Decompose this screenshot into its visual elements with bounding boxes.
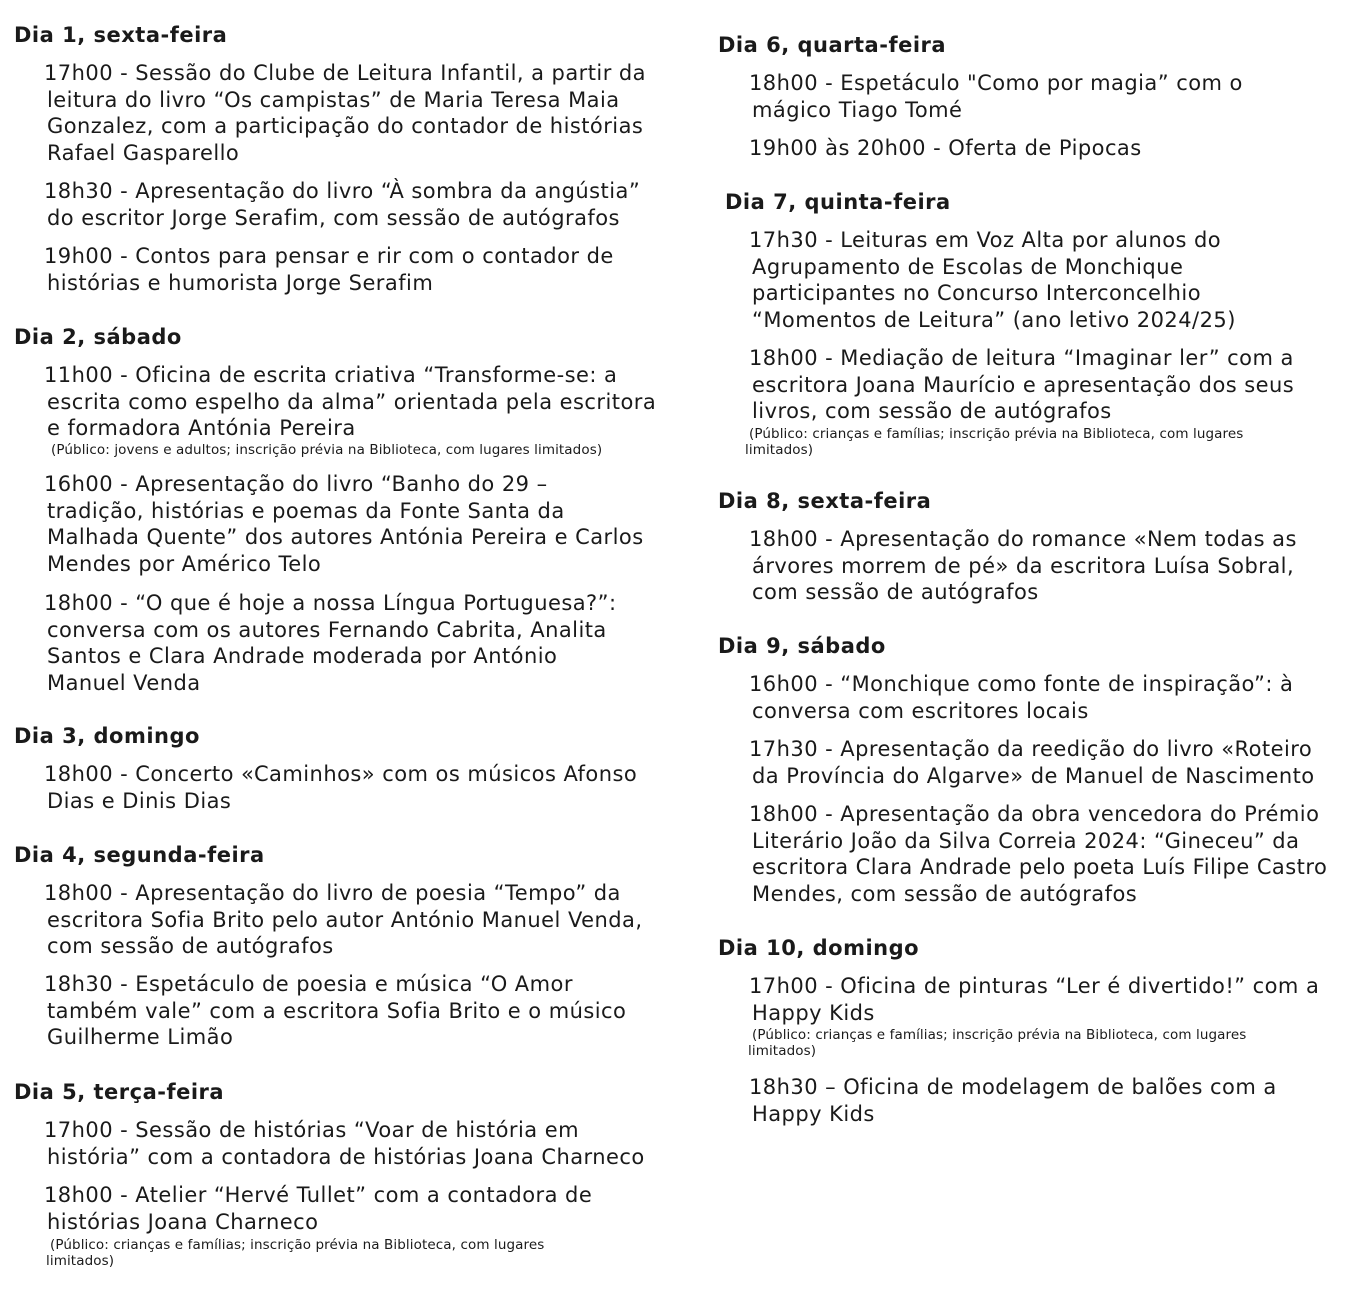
text-line: 17h00 - Sessão do Clube de Leitura Infantil, a partir da xyxy=(44,61,647,85)
event-item xyxy=(44,362,656,442)
text-line: participantes no Concurso Interconcelhio xyxy=(752,281,1201,306)
event-item xyxy=(749,227,1236,333)
event-item xyxy=(749,135,1142,162)
event-item xyxy=(44,178,640,231)
text-line: livros, com sessão de autógrafos xyxy=(752,399,1112,424)
text-line: do escritor Jorge Serafim, com sessão de autógrafos xyxy=(47,205,620,230)
event-item xyxy=(44,471,644,577)
text-line: 18h00 - Atelier “Hervé Tullet” com a contadora de xyxy=(44,1183,593,1207)
text-line: Mendes, com sessão de autógrafos xyxy=(752,881,1138,906)
text-line: Santos e Clara Andrade moderada por António xyxy=(47,644,558,669)
day-heading: Dia 7, quinta-feira xyxy=(725,190,951,214)
event-item xyxy=(749,345,1294,425)
text-line: 17h30 - Leituras em Voz Alta por alunos do xyxy=(749,228,1222,252)
event-item xyxy=(749,1074,1277,1127)
day-heading: Dia 2, sábado xyxy=(14,325,182,349)
day-heading: Dia 8, sexta-feira xyxy=(718,489,932,513)
text-line: 18h00 - Apresentação do romance «Nem todas as xyxy=(749,527,1297,551)
text-line: Rafael Gasparello xyxy=(47,140,240,165)
text-line: conversa com os autores Fernando Cabrita, Analita xyxy=(47,617,607,642)
text-line: Happy Kids xyxy=(752,1000,875,1025)
text-line: 16h00 - Apresentação do livro “Banho do 29 – xyxy=(44,472,548,496)
text-line: escritora Sofia Brito pelo autor António Manuel Venda, xyxy=(47,907,643,932)
text-line: 11h00 - Oficina de escrita criativa “Transforme-se: a xyxy=(44,363,618,387)
text-line: Agrupamento de Escolas de Monchique xyxy=(752,254,1184,279)
event-item xyxy=(44,761,637,814)
day-heading: Dia 4, segunda-feira xyxy=(14,843,265,867)
text-line: e formadora Antónia Pereira xyxy=(47,416,356,441)
day-heading: Dia 3, domingo xyxy=(14,724,200,748)
text-line: árvores morrem de pé» da escritora Luísa Sobral, xyxy=(752,553,1295,578)
text-line: com sessão de autógrafos xyxy=(752,580,1039,605)
text-line: mágico Tiago Tomé xyxy=(752,97,963,122)
text-line: Malhada Quente” dos autores Antónia Pereira e Carlos xyxy=(47,525,644,550)
text-line: 19h00 às 20h00 - Oferta de Pipocas xyxy=(749,136,1142,160)
text-line: 18h00 - “O que é hoje a nossa Língua Portuguesa?”: xyxy=(44,591,617,615)
event-note xyxy=(745,426,1244,458)
text-line: 18h00 - Apresentação da obra vencedora do Prémio xyxy=(749,802,1320,826)
event-item xyxy=(44,880,643,960)
text-line: Literário João da Silva Correia 2024: “Gineceu” da xyxy=(752,828,1300,853)
text-line: 18h00 - Concerto «Caminhos» com os músicos Afonso xyxy=(44,762,638,786)
text-line: 18h00 - Espetáculo "Como por magia” com o xyxy=(749,71,1243,95)
text-line: (Público: jovens e adultos; inscrição prévia na Biblioteca, com lugares limitados) xyxy=(51,442,603,458)
text-line: 16h00 - “Monchique como fonte de inspiração”: à xyxy=(749,672,1294,696)
event-item xyxy=(749,736,1315,789)
event-item xyxy=(749,801,1327,907)
text-line: 18h30 - Espetáculo de poesia e música “O Amor xyxy=(44,972,573,996)
text-line: Manuel Venda xyxy=(47,670,201,695)
event-item xyxy=(44,243,614,296)
text-line: limitados) xyxy=(46,1253,115,1269)
text-line: 18h30 – Oficina de modelagem de balões com a xyxy=(749,1075,1277,1099)
event-item xyxy=(749,526,1297,606)
text-line: da Província do Algarve» de Manuel de Nascimento xyxy=(752,763,1315,788)
text-line: conversa com escritores locais xyxy=(752,698,1089,723)
text-line: 17h00 - Sessão de histórias “Voar de história em xyxy=(44,1118,579,1142)
day-heading: Dia 1, sexta-feira xyxy=(14,23,228,47)
text-line: Dias e Dinis Dias xyxy=(47,788,232,813)
text-line: Gonzalez, com a participação do contador de histórias xyxy=(47,114,644,139)
text-line: limitados) xyxy=(745,442,814,458)
text-line: histórias Joana Charneco xyxy=(47,1209,319,1234)
text-line: Guilherme Limão xyxy=(47,1025,234,1050)
text-line: com sessão de autógrafos xyxy=(47,934,334,959)
text-line: (Público: crianças e famílias; inscrição prévia na Biblioteca, com lugares xyxy=(752,1027,1247,1043)
event-note xyxy=(51,442,602,458)
text-line: história” com a contadora de histórias Joana Charneco xyxy=(47,1144,645,1169)
event-note xyxy=(46,1237,545,1269)
text-line: (Público: crianças e famílias; inscrição prévia na Biblioteca, com lugares xyxy=(50,1237,545,1253)
text-line: 17h30 - Apresentação da reedição do livro «Roteiro xyxy=(749,737,1313,761)
text-line: 18h00 - Mediação de leitura “Imaginar ler” com a xyxy=(749,346,1294,370)
text-line: limitados) xyxy=(748,1043,817,1059)
text-line: escrita como espelho da alma” orientada pela escritora xyxy=(47,389,657,414)
text-line: Mendes por Américo Telo xyxy=(47,551,322,576)
text-line: “Momentos de Leitura” (ano letivo 2024/25) xyxy=(752,307,1236,332)
text-line: 17h00 - Oficina de pinturas “Ler é divertido!” com a xyxy=(749,974,1320,998)
event-item xyxy=(749,973,1319,1026)
text-line: também vale” com a escritora Sofia Brito e o músico xyxy=(47,998,627,1023)
text-line: Happy Kids xyxy=(752,1101,875,1126)
text-line: (Público: crianças e famílias; inscrição prévia na Biblioteca, com lugares xyxy=(749,426,1244,442)
text-line: histórias e humorista Jorge Serafim xyxy=(47,270,434,295)
day-heading: Dia 9, sábado xyxy=(718,634,886,658)
text-line: 19h00 - Contos para pensar e rir com o contador de xyxy=(44,244,614,268)
event-item xyxy=(44,971,626,1051)
text-line: escritora Joana Maurício e apresentação dos seus xyxy=(752,372,1295,397)
event-item xyxy=(44,1182,592,1235)
event-item xyxy=(749,671,1293,724)
text-line: escritora Clara Andrade pelo poeta Luís Filipe Castro xyxy=(752,855,1328,880)
text-line: 18h30 - Apresentação do livro “À sombra da angústia” xyxy=(44,179,641,203)
day-heading: Dia 5, terça-feira xyxy=(14,1080,225,1104)
text-line: tradição, histórias e poemas da Fonte Santa da xyxy=(47,498,565,523)
event-note xyxy=(748,1027,1247,1059)
event-item xyxy=(44,1117,645,1170)
text-line: leitura do livro “Os campistas” de Maria Teresa Maia xyxy=(47,87,620,112)
event-item xyxy=(44,590,617,696)
event-item xyxy=(749,70,1243,123)
event-item xyxy=(44,60,646,166)
text-line: 18h00 - Apresentação do livro de poesia “Tempo” da xyxy=(44,881,621,905)
day-heading: Dia 6, quarta-feira xyxy=(718,33,947,57)
day-heading: Dia 10, domingo xyxy=(718,936,920,960)
